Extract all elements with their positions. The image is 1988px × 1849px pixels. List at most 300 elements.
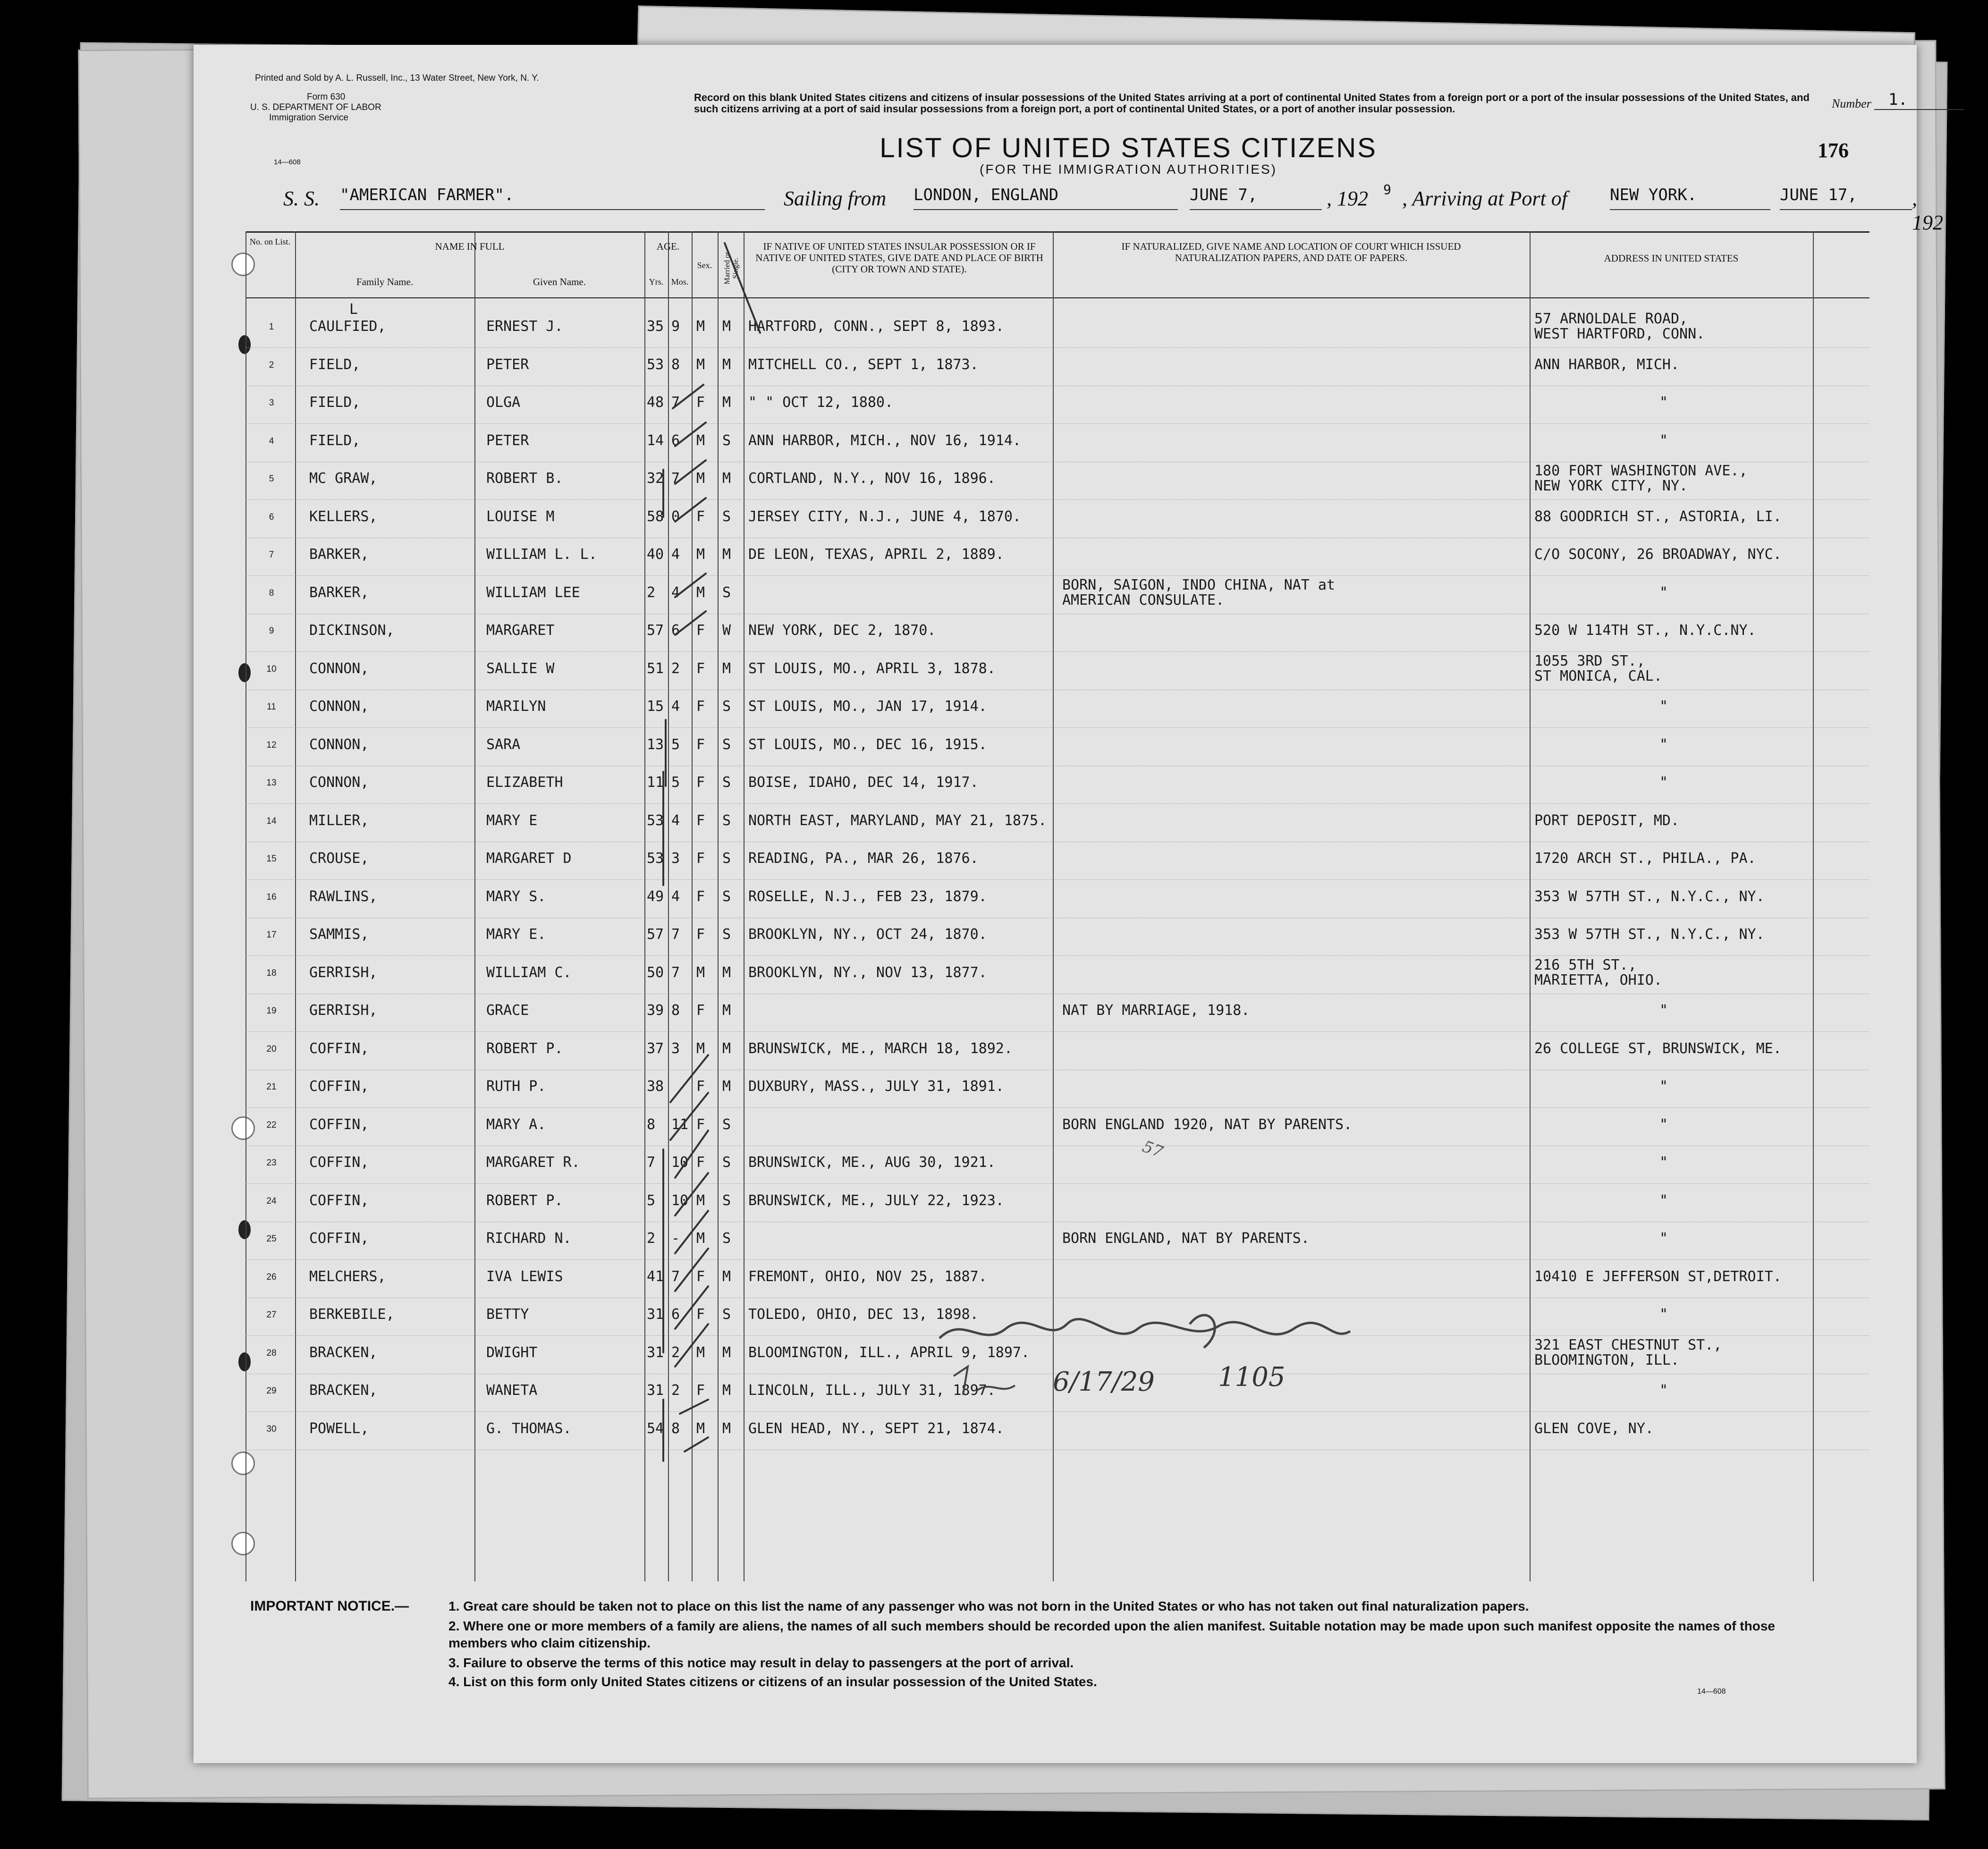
sex: M — [696, 318, 705, 335]
age-years: 38 — [647, 1078, 664, 1095]
marital-status: S — [722, 926, 731, 943]
birth-place-date: " " OCT 12, 1880. — [748, 394, 894, 411]
age-months: 3 — [671, 1040, 680, 1057]
age-years: 14 — [647, 432, 664, 449]
family-name: MELCHERS, — [309, 1268, 386, 1285]
family-name: DICKINSON, — [309, 622, 395, 639]
given-name: G. THOMAS. — [486, 1420, 572, 1437]
service: Immigration Service — [269, 113, 348, 123]
given-name: MARY E — [486, 812, 538, 829]
family-name: MC GRAW, — [309, 470, 378, 487]
instructions: Record on this blank United States citizens and citizens of insular possessions of the United States arriving at a port of continental United States from a foreign port or a port of the insular possessions of the United States, and such citizens arriving at a port of said insular possessions from a foreign port, a port of continental United States, or a port of another insular possession. — [694, 92, 1810, 115]
marital-status: S — [722, 508, 731, 525]
age-months: 8 — [671, 1002, 680, 1019]
address-line-1: 26 COLLEGE ST, BRUNSWICK, ME. — [1534, 1040, 1782, 1057]
family-name: FIELD, — [309, 394, 361, 411]
marital-status: M — [722, 394, 731, 411]
marital-status: M — [722, 660, 731, 677]
address-line-1: 10410 E JEFFERSON ST,DETROIT. — [1534, 1268, 1782, 1285]
sex: F — [696, 698, 705, 715]
given-name: ROBERT P. — [486, 1040, 563, 1057]
address-line-1: 216 5TH ST., — [1534, 956, 1637, 973]
birth-place-date: BRUNSWICK, ME., JULY 22, 1923. — [748, 1192, 1004, 1209]
family-name: COFFIN, — [309, 1078, 369, 1095]
age-months: 5 — [671, 774, 680, 791]
given-name: ROBERT P. — [486, 1192, 563, 1209]
year-prefix-1: , 192 — [1327, 187, 1368, 210]
family-name: CONNON, — [309, 660, 369, 677]
address-line-1: 88 GOODRICH ST., ASTORIA, LI. — [1534, 508, 1782, 525]
sex: M — [696, 584, 705, 601]
age-months: 10 — [671, 1154, 689, 1171]
age-months: 8 — [671, 356, 680, 373]
col-address: ADDRESS IN UNITED STATES — [1604, 253, 1739, 264]
birth-place-date: ST LOUIS, MO., DEC 16, 1915. — [748, 736, 987, 753]
notice-item: 1. Great care should be taken not to place on this list the name of any passenger who was not born in the United States or who has not taken out final naturalization papers. — [448, 1599, 1529, 1613]
given-name: WILLIAM L. L. — [486, 546, 597, 563]
given-name: WANETA — [486, 1382, 538, 1399]
age-months: 6 — [671, 622, 680, 639]
birth-place-date: CORTLAND, N.Y., NOV 16, 1896. — [748, 470, 996, 487]
age-years: 58 — [647, 508, 664, 525]
birth-place-date: ANN HARBOR, MICH., NOV 16, 1914. — [748, 432, 1021, 449]
birth-place-date: JERSEY CITY, N.J., JUNE 4, 1870. — [748, 508, 1021, 525]
given-name: MARY A. — [486, 1116, 546, 1133]
age-months: 10 — [671, 1192, 689, 1209]
family-name: KELLERS, — [309, 508, 378, 525]
sailing-date: JUNE 7, — [1190, 186, 1322, 210]
ship-name: "AMERICAN FARMER". — [340, 186, 765, 210]
age-months: 11 — [671, 1116, 689, 1133]
col-age: AGE. — [656, 241, 680, 252]
marital-status: M — [722, 546, 731, 563]
sailing-from: LONDON, ENGLAND — [914, 186, 1178, 210]
sex: M — [696, 964, 705, 981]
family-name: COFFIN, — [309, 1154, 369, 1171]
sex: M — [696, 1040, 705, 1057]
arrival-port: NEW YORK. — [1610, 186, 1770, 210]
family-name: COFFIN, — [309, 1230, 369, 1247]
col-family: Family Name. — [356, 276, 414, 287]
address-line-2: NEW YORK CITY, NY. — [1534, 478, 1688, 494]
given-name: MARGARET — [486, 622, 555, 639]
family-name: FIELD, — [309, 356, 361, 373]
given-name: IVA LEWIS — [486, 1268, 563, 1285]
given-name: MARGARET D — [486, 850, 572, 867]
age-years: 51 — [647, 660, 664, 677]
age-months: 7 — [671, 394, 680, 411]
family-name: CONNON, — [309, 698, 369, 715]
row-number: 21 — [266, 1082, 277, 1092]
given-name: MARILYN — [486, 698, 546, 715]
age-years: 13 — [647, 736, 664, 753]
given-name: ROBERT B. — [486, 470, 563, 487]
birth-place-date: BOISE, IDAHO, DEC 14, 1917. — [748, 774, 979, 791]
row-number: 8 — [269, 588, 274, 598]
age-years: 49 — [647, 888, 664, 905]
birth-place-date: ST LOUIS, MO., JAN 17, 1914. — [748, 698, 987, 715]
row-number: 2 — [269, 360, 274, 370]
sex: F — [696, 1306, 705, 1323]
margin-note: 57 — [1140, 1137, 1166, 1162]
birth-place-date: ST LOUIS, MO., APRIL 3, 1878. — [748, 660, 996, 677]
form-code: 14—608 — [274, 158, 301, 166]
address-line-2: BLOOMINGTON, ILL. — [1534, 1351, 1680, 1368]
row-number: 16 — [266, 892, 277, 902]
age-years: 53 — [647, 812, 664, 829]
printer-line: Printed and Sold by A. L. Russell, Inc., 13 Water Street, New York, N. Y. — [255, 73, 539, 83]
sex: F — [696, 508, 705, 525]
family-name: COFFIN, — [309, 1040, 369, 1057]
age-years: 41 — [647, 1268, 664, 1285]
sex: F — [696, 1268, 705, 1285]
family-name: BARKER, — [309, 584, 369, 601]
col-birth: IF NATIVE OF UNITED STATES INSULAR POSSESSION OR IF NATIVE OF UNITED STATES, GIVE DATE AND PLACE OF BIRTH (CITY OR TOWN AND STATE). — [755, 241, 1043, 275]
age-months: 7 — [671, 964, 680, 981]
age-years: 53 — [647, 356, 664, 373]
birth-place-date: MITCHELL CO., SEPT 1, 1873. — [748, 356, 979, 373]
pencil-annotations — [194, 45, 1917, 1763]
row-number: 13 — [266, 778, 277, 788]
sex: F — [696, 812, 705, 829]
sex: F — [696, 1154, 705, 1171]
age-months: 7 — [671, 926, 680, 943]
document-title: LIST OF UNITED STATES CITIZENS — [880, 133, 1377, 163]
sex: M — [696, 356, 705, 373]
address-line-1: " — [1659, 1002, 1668, 1019]
sex: F — [696, 774, 705, 791]
signature-time: 1105 — [1218, 1362, 1286, 1393]
address-line-1: " — [1659, 1078, 1668, 1095]
marital-status: S — [722, 1116, 731, 1133]
age-months: 2 — [671, 660, 680, 677]
row-number: 12 — [266, 740, 277, 750]
age-years: 31 — [647, 1344, 664, 1361]
row-number: 29 — [266, 1386, 277, 1396]
sex: F — [696, 926, 705, 943]
family-name: GERRISH, — [309, 1002, 378, 1019]
age-months: 4 — [671, 812, 680, 829]
birth-place-date: HARTFORD, CONN., SEPT 8, 1893. — [748, 318, 1004, 335]
given-name: DWIGHT — [486, 1344, 538, 1361]
row-number: 25 — [266, 1234, 277, 1244]
address-line-1: GLEN COVE, NY. — [1534, 1420, 1654, 1437]
address-line-1: " — [1659, 1154, 1668, 1171]
marital-status: S — [722, 736, 731, 753]
age-years: 32 — [647, 470, 664, 487]
col-marital: Married or Single. — [723, 252, 740, 285]
row-number: 9 — [269, 626, 274, 636]
col-name-in-full: NAME IN FULL — [435, 241, 505, 252]
given-name: BETTY — [486, 1306, 529, 1323]
address-line-2: MARIETTA, OHIO. — [1534, 971, 1662, 988]
address-line-1: 1720 ARCH ST., PHILA., PA. — [1534, 850, 1756, 867]
age-months: 2 — [671, 1382, 680, 1399]
col-sex: Sex. — [697, 261, 712, 270]
given-name: RUTH P. — [486, 1078, 546, 1095]
address-line-1: " — [1659, 432, 1668, 449]
sex: F — [696, 850, 705, 867]
marital-status: S — [722, 888, 731, 905]
sex: F — [696, 1078, 705, 1095]
marital-status: M — [722, 1268, 731, 1285]
birth-place-date: ROSELLE, N.J., FEB 23, 1879. — [748, 888, 987, 905]
address-line-1: 520 W 114TH ST., N.Y.C.NY. — [1534, 622, 1756, 639]
year-prefix-2: , 192 — [1912, 187, 1943, 234]
marital-status: M — [722, 356, 731, 373]
age-years: 54 — [647, 1420, 664, 1437]
address-line-1: 180 FORT WASHINGTON AVE., — [1534, 463, 1748, 479]
marital-status: S — [722, 1154, 731, 1171]
row-number: 28 — [266, 1348, 277, 1358]
address-line-1: PORT DEPOSIT, MD. — [1534, 812, 1680, 829]
birth-place-date: BROOKLYN, NY., NOV 13, 1877. — [748, 964, 987, 981]
row-number: 18 — [266, 968, 277, 978]
arriving-label: , Arriving at Port of — [1402, 187, 1567, 210]
sex: M — [696, 1420, 705, 1437]
marital-status: S — [722, 698, 731, 715]
birth-place-date: GLEN HEAD, NY., SEPT 21, 1874. — [748, 1420, 1004, 1437]
address-line-1: 1055 3RD ST., — [1534, 652, 1645, 669]
given-name: ELIZABETH — [486, 774, 563, 791]
row-number: 23 — [266, 1158, 277, 1168]
row-number: 17 — [266, 930, 277, 940]
form-number: Form 630 — [307, 92, 346, 102]
sex: F — [696, 888, 705, 905]
marital-status: M — [722, 1040, 731, 1057]
sex: F — [696, 660, 705, 677]
family-name: GERRISH, — [309, 964, 378, 981]
birth-place-date: BROOKLYN, NY., OCT 24, 1870. — [748, 926, 987, 943]
given-name: LOUISE M — [486, 508, 555, 525]
row-number: 14 — [266, 816, 277, 826]
sex: M — [696, 432, 705, 449]
sex: F — [696, 1116, 705, 1133]
family-name: BRACKEN, — [309, 1344, 378, 1361]
inspector-signature — [925, 1310, 1468, 1442]
family-name: CONNON, — [309, 774, 369, 791]
age-months: 4 — [671, 546, 680, 563]
age-years: 48 — [647, 394, 664, 411]
age-years: 39 — [647, 1002, 664, 1019]
given-name: WILLIAM LEE — [486, 584, 580, 601]
page-number: 176 — [1818, 139, 1849, 162]
department: U. S. DEPARTMENT OF LABOR — [250, 102, 381, 112]
naturalization: BORN, SAIGON, INDO CHINA, NAT at AMERICAN CONSULATE. — [1062, 576, 1335, 608]
row-number: 4 — [269, 436, 274, 446]
row-number: 19 — [266, 1006, 277, 1016]
age-years: 2 — [647, 1230, 656, 1247]
marital-status: S — [722, 432, 731, 449]
address-line-1: " — [1659, 394, 1668, 411]
col-given: Given Name. — [533, 276, 586, 287]
row-number: 15 — [266, 854, 277, 864]
age-months: 7 — [671, 1268, 680, 1285]
naturalization: BORN ENGLAND, NAT BY PARENTS. — [1062, 1230, 1310, 1247]
address-line-1: 57 ARNOLDALE ROAD, — [1534, 311, 1688, 327]
sex: F — [696, 1382, 705, 1399]
notice-item: 3. Failure to observe the terms of this notice may result in delay to passengers at the port of arrival. — [448, 1655, 1074, 1670]
sex: M — [696, 546, 705, 563]
given-name: SARA — [486, 736, 521, 753]
notice-item: 4. List on this form only United States citizens or citizens of an insular possession of the United States. — [448, 1674, 1097, 1689]
given-name: WILLIAM C. — [486, 964, 572, 981]
given-name: RICHARD N. — [486, 1230, 572, 1247]
row-number: 7 — [269, 550, 274, 560]
family-name: COFFIN, — [309, 1192, 369, 1209]
age-months: 5 — [671, 736, 680, 753]
age-years: 57 — [647, 622, 664, 639]
age-months: 9 — [671, 318, 680, 335]
col-yrs: Yrs. — [649, 277, 664, 287]
address-line-1: 321 EAST CHESTNUT ST., — [1534, 1336, 1722, 1353]
row-number: 27 — [266, 1310, 277, 1320]
marital-status: W — [722, 622, 731, 639]
address-line-1: " — [1659, 1192, 1668, 1209]
marital-status: M — [722, 1344, 731, 1361]
age-years: 50 — [647, 964, 664, 981]
notice-item: 2. Where one or more members of a family are aliens, the names of all such members should be recorded upon the alien manifest. Suitable notation may be made upon such manifest opposite the names of those members who claim citizenship. — [448, 1619, 1775, 1650]
family-name: COFFIN, — [309, 1116, 369, 1133]
address-line-1: " — [1659, 584, 1668, 601]
given-name: MARY E. — [486, 926, 546, 943]
address-line-1: " — [1659, 736, 1668, 753]
birth-place-date: LINCOLN, ILL., JULY 31, 1897. — [748, 1382, 996, 1399]
birth-place-date: TOLEDO, OHIO, DEC 13, 1898. — [748, 1306, 979, 1323]
ss-label: S. S. — [283, 187, 320, 210]
family-name: BARKER, — [309, 546, 369, 563]
marital-status: M — [722, 1078, 731, 1095]
manifest-page — [194, 45, 1943, 1763]
col-naturalized: IF NATURALIZED, GIVE NAME AND LOCATION OF COURT WHICH ISSUED NATURALIZATION PAPERS, AND DATE OF PAPERS. — [1121, 241, 1461, 263]
marital-status: S — [722, 850, 731, 867]
sex: M — [696, 1192, 705, 1209]
age-months: 2 — [671, 1344, 680, 1361]
birth-place-date: BRUNSWICK, ME., MARCH 18, 1892. — [748, 1040, 1013, 1057]
age-months: 0 — [671, 508, 680, 525]
family-name: FIELD, — [309, 432, 361, 449]
row-number: 1 — [269, 322, 274, 332]
age-months: 6 — [671, 432, 680, 449]
age-years: 5 — [647, 1192, 656, 1209]
given-name: PETER — [486, 356, 529, 373]
given-name: PETER — [486, 432, 529, 449]
marital-status: M — [722, 1420, 731, 1437]
naturalization: NAT BY MARRIAGE, 1918. — [1062, 1002, 1250, 1019]
address-line-1: C/O SOCONY, 26 BROADWAY, NYC. — [1534, 546, 1782, 563]
age-years: 37 — [647, 1040, 664, 1057]
row-number: 5 — [269, 474, 274, 484]
row-number: 26 — [266, 1272, 277, 1282]
notice-label: IMPORTANT NOTICE.— — [250, 1598, 409, 1614]
birth-place-date: DE LEON, TEXAS, APRIL 2, 1889. — [748, 546, 1004, 563]
number-label: Number — [1832, 97, 1871, 110]
sailing-year: 9 — [1383, 182, 1391, 197]
family-name: CONNON, — [309, 736, 369, 753]
number-value: 1. — [1874, 90, 1964, 110]
age-months: 4 — [671, 584, 680, 601]
age-years: 40 — [647, 546, 664, 563]
age-months: 4 — [671, 698, 680, 715]
sex: M — [696, 1230, 705, 1247]
sex: M — [696, 1344, 705, 1361]
sex: M — [696, 470, 705, 487]
address-line-1: ANN HARBOR, MICH. — [1534, 356, 1680, 373]
age-months: 7 — [671, 470, 680, 487]
age-years: 31 — [647, 1306, 664, 1323]
row-number: 11 — [267, 702, 276, 712]
address-line-1: 353 W 57TH ST., N.Y.C., NY. — [1534, 926, 1765, 943]
family-name: BERKEBILE, — [309, 1306, 395, 1323]
family-name: POWELL, — [309, 1420, 369, 1437]
sailing-label: Sailing from — [784, 187, 887, 210]
birth-place-date: FREMONT, OHIO, NOV 25, 1887. — [748, 1268, 987, 1285]
birth-place-date: NORTH EAST, MARYLAND, MAY 21, 1875. — [748, 812, 1047, 829]
address-line-2: ST MONICA, CAL. — [1534, 667, 1662, 684]
age-months: 3 — [671, 850, 680, 867]
address-line-1: " — [1659, 774, 1668, 791]
address-line-1: " — [1659, 1382, 1668, 1399]
given-name: SALLIE W — [486, 660, 555, 677]
age-years: 31 — [647, 1382, 664, 1399]
birth-place-date: BLOOMINGTON, ILL., APRIL 9, 1897. — [748, 1344, 1030, 1361]
notice-code: 14—608 — [1697, 1688, 1726, 1696]
row-number: 30 — [266, 1424, 277, 1434]
address-line-1: " — [1659, 1230, 1668, 1247]
family-name: SAMMIS, — [309, 926, 369, 943]
marital-status: M — [722, 1382, 731, 1399]
address-line-1: " — [1659, 698, 1668, 715]
marital-status: M — [722, 964, 731, 981]
address-line-2: WEST HARTFORD, CONN. — [1534, 326, 1705, 342]
sex: F — [696, 622, 705, 639]
address-line-1: " — [1659, 1116, 1668, 1133]
age-months: - — [671, 1230, 680, 1247]
naturalization: BORN ENGLAND 1920, NAT BY PARENTS. — [1062, 1116, 1353, 1133]
row-number: 6 — [269, 512, 274, 522]
document-subtitle: (FOR THE IMMIGRATION AUTHORITIES) — [980, 162, 1277, 177]
row-number: 10 — [266, 664, 277, 674]
col-mos: Mos. — [671, 277, 689, 287]
age-years: 7 — [647, 1154, 656, 1171]
family-name: BRACKEN, — [309, 1382, 378, 1399]
age-years: 57 — [647, 926, 664, 943]
marital-status: S — [722, 812, 731, 829]
arrival-date: JUNE 17, — [1780, 186, 1912, 210]
sex: F — [696, 1002, 705, 1019]
marital-status: S — [722, 1306, 731, 1323]
birth-place-date: NEW YORK, DEC 2, 1870. — [748, 622, 936, 639]
age-years: 35 — [647, 318, 664, 335]
correction-mark: L — [349, 301, 358, 318]
row-number: 24 — [266, 1196, 277, 1206]
age-years: 2 — [647, 584, 656, 601]
col-no: No. on List. — [249, 237, 290, 246]
family-name: MILLER, — [309, 812, 369, 829]
row-number: 20 — [266, 1044, 277, 1054]
age-years: 8 — [647, 1116, 656, 1133]
age-years: 15 — [647, 698, 664, 715]
address-line-1: " — [1659, 1306, 1668, 1323]
age-months: 6 — [671, 1306, 680, 1323]
age-months: 4 — [671, 888, 680, 905]
birth-place-date: DUXBURY, MASS., JULY 31, 1891. — [748, 1078, 1004, 1095]
sex: F — [696, 394, 705, 411]
family-name: CAULFIED, — [309, 318, 386, 335]
family-name: CROUSE, — [309, 850, 369, 867]
birth-place-date: READING, PA., MAR 26, 1876. — [748, 850, 979, 867]
family-name: RAWLINS, — [309, 888, 378, 905]
